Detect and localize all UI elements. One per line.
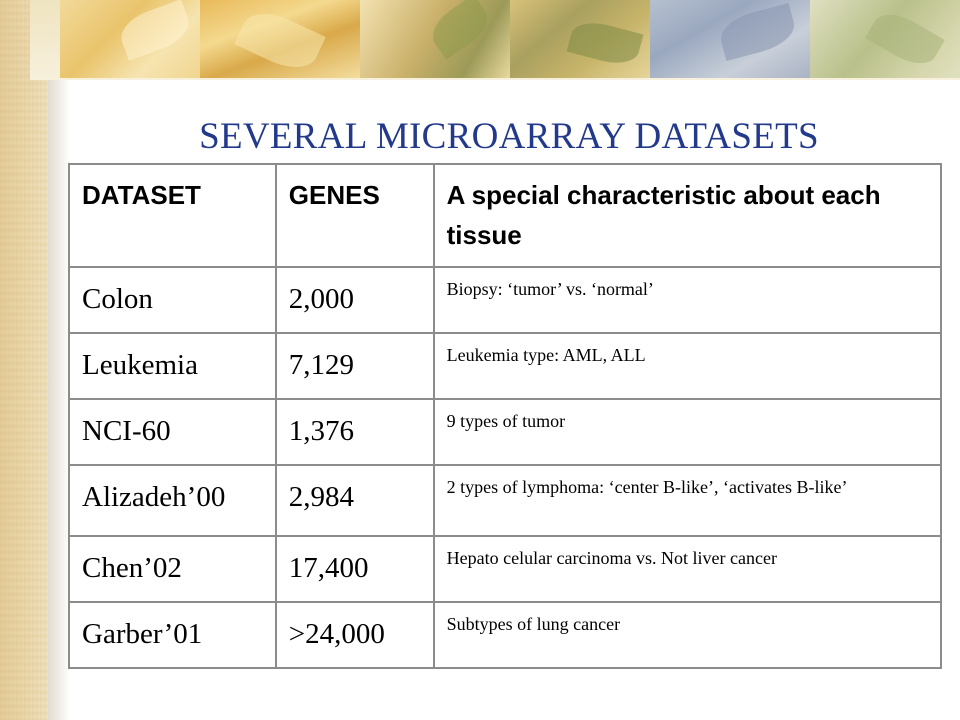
characteristic-cell: Biopsy: ‘tumor’ vs. ‘normal’: [446, 279, 654, 299]
slide-title: SEVERAL MICROARRAY DATASETS: [199, 116, 819, 157]
genes-cell: >24,000: [288, 618, 385, 650]
characteristic-cell: 2 types of lymphoma: ‘center B-like’, ‘activates B-like’: [446, 477, 848, 497]
dataset-cell: Leukemia: [82, 349, 198, 381]
table-row: [69, 333, 941, 399]
table-row: [69, 465, 941, 536]
header-characteristic: [434, 164, 941, 267]
characteristic-cell: Hepato celular carcinoma vs. Not liver cancer: [446, 548, 777, 568]
characteristic-cell: Leukemia type: AML, ALL: [446, 345, 646, 365]
table-header-row: [69, 164, 941, 267]
dataset-cell: NCI-60: [82, 415, 171, 447]
header-genes-label: GENES: [288, 180, 380, 210]
genes-cell: 2,984: [288, 481, 355, 513]
genes-cell: 2,000: [288, 283, 355, 315]
table-row: [69, 399, 941, 465]
characteristic-cell: 9 types of tumor: [446, 411, 566, 431]
header-dataset: [69, 164, 276, 267]
table-row: [69, 536, 941, 602]
datasets-table: [68, 163, 942, 669]
header-characteristic-label: A special characteristic about each tissue: [446, 180, 881, 250]
dataset-cell: Colon: [82, 283, 153, 315]
characteristic-cell: Subtypes of lung cancer: [446, 614, 621, 634]
top-decorative-banner: [30, 0, 960, 80]
dataset-cell: Chen’02: [82, 552, 182, 584]
left-decorative-strip: [0, 0, 48, 720]
genes-cell: 1,376: [288, 415, 355, 447]
dataset-cell: Alizadeh’00: [82, 481, 226, 513]
dataset-cell: Garber’01: [82, 618, 203, 650]
table-row: [69, 602, 941, 668]
left-strip-shadow: [48, 80, 70, 720]
header-dataset-label: DATASET: [82, 180, 201, 210]
table-row: [69, 267, 941, 333]
genes-cell: 17,400: [288, 552, 369, 584]
header-genes: [276, 164, 434, 267]
genes-cell: 7,129: [288, 349, 355, 381]
